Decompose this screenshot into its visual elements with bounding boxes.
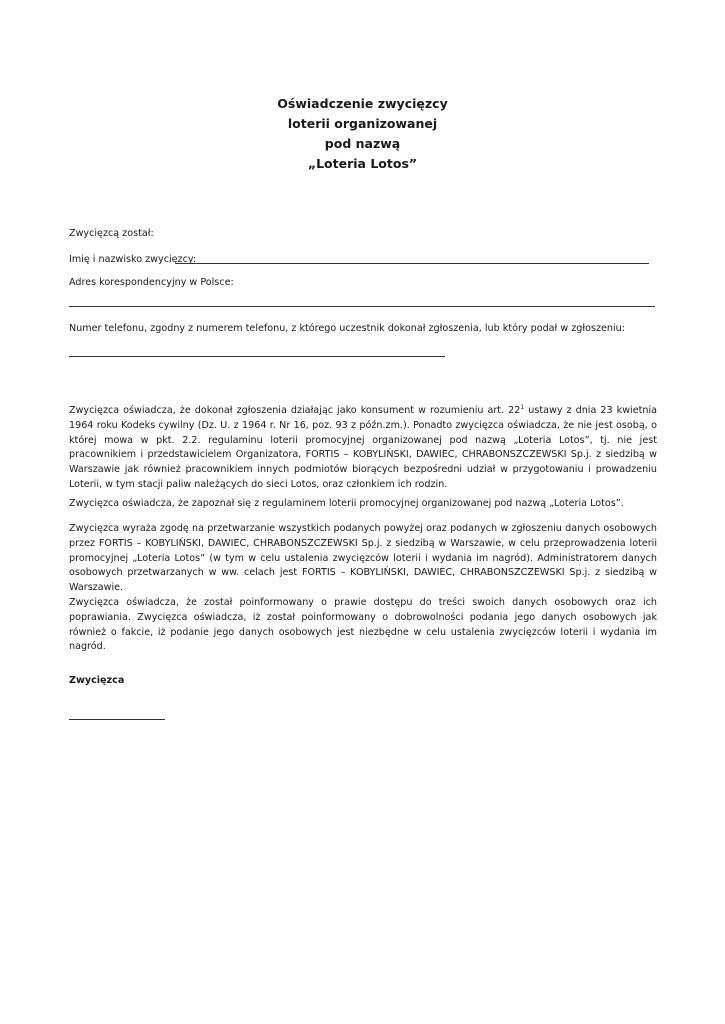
winner-was-label: Zwycięzcą został: <box>69 228 154 239</box>
statement-consumer-sup: 1 <box>520 403 525 411</box>
title-line-1: Oświadczenie zwycięzcy <box>277 96 448 111</box>
address-label: Adres korespondencyjny w Polsce: <box>69 277 234 288</box>
statement-consumer-rest: ustawy z dnia 23 kwietnia 1964 roku Kodeks cywilny (Dz. U. z 1964 r. Nr 16, poz. 93 z późn.zm.). Ponadto zwycięzca oświadcza, że nie jest osobą, o której mowa w pkt. 2.2. regulaminu loterii promocyjnej organizowanej pod nazwą „Loteria Lotos”, tj. nie jest pracownikiem i przedstawicielem Organizatora, FORTIS – KOBYLIŃSKI, DAWIEC, CHRABONSZCZEWSKI Sp.j. z siedzibą w Warszawie jak również pracownikiem innych podmiotów biorących bezpośredni udział w przygotowaniu i prowadzeniu Loterii, w tym stacji paliw należących do sieci Lotos, oraz członkiem ich rodzin. <box>69 405 657 490</box>
document-title <box>0 94 725 174</box>
winner-name-label: Imię i nazwisko zwycięzcy: <box>69 254 197 265</box>
statement-consent: Zwycięzca wyraża zgodę na przetwarzanie wszystkich podanych powyżej oraz podanych w zgłoszeniu danych osobowych przez FORTIS – KOBYLIŃSKI, DAWIEC, CHRABONSZCZEWSKI Sp.j. z siedzibą w Warszawie, w celu przeprowadzenia loterii promocyjnej „Loteria Lotos” (w tym w celu ustalenia zwycięzców loterii i wydania im nagród). Administratorem danych osobowych przetwarzanych w ww. celach jest FORTIS – KOBYLIŃSKI, DAWIEC, CHRABONSZCZEWSKI Sp.j. z siedzibą w Warszawie. <box>69 523 657 594</box>
phone-line[interactable] <box>69 356 445 357</box>
title-line-2: loterii organizowanej <box>287 116 438 131</box>
signature-label: Zwycięzca <box>69 675 125 686</box>
statement-consumer <box>69 404 657 493</box>
phone-label: Numer telefonu, zgodny z numerem telefonu, z którego uczestnik dokonał zgłoszenia, lub który podał w zgłoszeniu: <box>69 323 625 334</box>
address-line[interactable] <box>69 306 655 307</box>
title-line-4: „Loteria Lotos” <box>307 156 418 171</box>
statement-information: Zwycięzca oświadcza, że został poinformowany o prawie dostępu do treści swoich danych osobowych oraz ich poprawiania. Zwycięzca oświadcza, iż został poinformowany o dobrowolności podania jego danych osobowych jak również o fakcie, iż podanie jego danych osobowych jest niezbędne w celu ustalenia zwycięzców loterii i wydania im nagród. <box>69 597 657 653</box>
statement-consumer-start: Zwycięzca oświadcza, że dokonał zgłoszenia działając jako konsument w rozumieniu art. 22 <box>69 405 521 416</box>
winner-name-line[interactable] <box>176 263 649 264</box>
title-line-3: pod nazwą <box>324 136 401 151</box>
statement-regulations: Zwycięzca oświadcza, że zapoznał się z regulaminem loterii promocyjnej organizowanej pod nazwą „Loteria Lotos”. <box>69 498 624 509</box>
signature-line[interactable] <box>69 719 165 720</box>
